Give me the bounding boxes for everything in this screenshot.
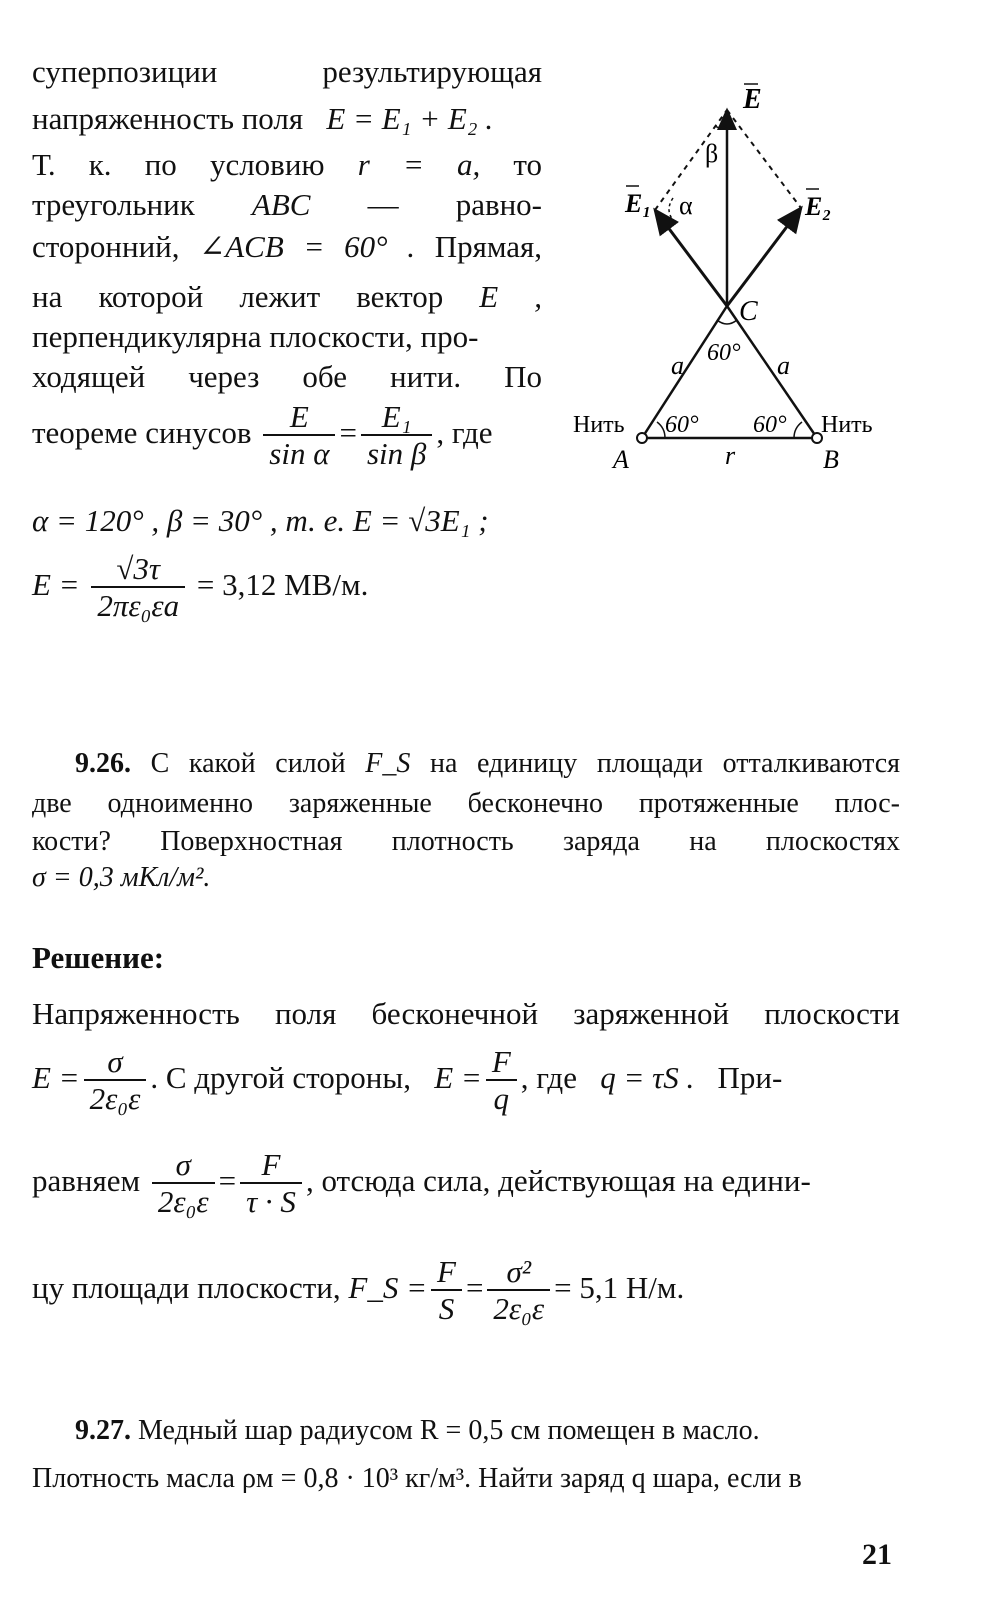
text-word: , отсюда сила, действующая на едини- bbox=[305, 1163, 811, 1199]
text-word: нити. bbox=[390, 359, 462, 394]
text-word: лежит bbox=[239, 279, 321, 314]
label-angle-b: 60° bbox=[753, 412, 787, 438]
formula-lhs: E = bbox=[32, 567, 80, 603]
label-thread-left: Нить bbox=[573, 412, 625, 438]
formula-r-eq-a: r = a, bbox=[357, 147, 481, 182]
text-word: С какой силой bbox=[150, 748, 346, 779]
text-word: по bbox=[144, 147, 177, 182]
fraction-numerator: F bbox=[261, 1147, 281, 1182]
text-word: суперпозиции bbox=[32, 54, 218, 89]
formula-result: = 3,12 МВ/м. bbox=[196, 567, 369, 603]
text-word: сторонний, bbox=[32, 229, 180, 264]
text-line-9 bbox=[32, 400, 493, 472]
label-angle-a: 60° bbox=[665, 412, 699, 438]
problem-number: 9.27. bbox=[75, 1415, 131, 1446]
vector-e2 bbox=[727, 208, 801, 306]
label-alpha: α bbox=[679, 191, 693, 220]
triangle-vector-diagram bbox=[565, 70, 895, 490]
formula-lhs: F_S = bbox=[348, 1270, 427, 1306]
fraction-sigma-2e0e bbox=[84, 1045, 147, 1117]
label-c: C bbox=[739, 296, 758, 327]
fraction-f-q bbox=[486, 1045, 517, 1117]
equals-sign: = bbox=[218, 1163, 237, 1199]
text-word: . С другой стороны, bbox=[150, 1060, 411, 1096]
formula-angle: ∠ACB = 60° . bbox=[199, 229, 415, 264]
text-word: вектор bbox=[356, 279, 444, 314]
dashed-right bbox=[727, 110, 801, 208]
text-word: напряженность поля bbox=[32, 101, 304, 136]
text-line-1 bbox=[32, 53, 542, 91]
fraction-denominator: 2ε₀ε bbox=[152, 1182, 215, 1220]
label-distance-r: r bbox=[725, 441, 736, 470]
text-word: Прямая, bbox=[434, 229, 543, 264]
fraction-denominator: 2ε₀ε bbox=[84, 1079, 147, 1117]
text-word: обе bbox=[302, 359, 348, 394]
page-number: 21 bbox=[862, 1538, 892, 1571]
formula-lhs: E = bbox=[434, 1060, 482, 1096]
formula-lhs: E = bbox=[32, 1060, 80, 1096]
solution-heading: Решение: bbox=[32, 940, 165, 975]
text-word: Медный шар радиусом R = 0,5 см помещен в масло. bbox=[138, 1415, 760, 1446]
text-word: условию bbox=[209, 147, 325, 182]
fraction-numerator: σ bbox=[175, 1147, 191, 1182]
text-word: Плотность масла ρм = 0,8 · 10³ кг/м³. Найти заряд q шара, если в bbox=[32, 1463, 802, 1494]
fraction-denominator: sin β bbox=[361, 434, 432, 472]
text-line-5 bbox=[32, 228, 542, 266]
arc-c bbox=[717, 320, 737, 324]
fraction-numerator: σ bbox=[107, 1044, 123, 1079]
text-word: Напряженность поля бесконечной заряженной плоскости bbox=[32, 996, 900, 1031]
formula-fs: F_S bbox=[365, 748, 411, 779]
problem-927-line-2 bbox=[32, 1460, 900, 1498]
label-side-a-left: a bbox=[671, 351, 684, 380]
text-word: через bbox=[188, 359, 260, 394]
text-word: Т. к. bbox=[32, 147, 112, 182]
label-thread-right: Нить bbox=[821, 412, 873, 438]
problem-926-line-2 bbox=[32, 785, 900, 823]
label-e1: E₁ bbox=[625, 189, 652, 218]
text-word: равняем bbox=[32, 1163, 141, 1199]
fraction-f-tau-s bbox=[240, 1148, 302, 1220]
text-line-11 bbox=[32, 552, 368, 624]
label-point-a: A bbox=[613, 445, 629, 474]
fraction-denominator: S bbox=[431, 1289, 462, 1327]
text-line-10 bbox=[32, 502, 489, 540]
fraction-denominator: 2ε₀ε bbox=[487, 1289, 550, 1327]
label-e: E bbox=[743, 84, 762, 115]
fraction-sigma2-2e0e bbox=[487, 1255, 550, 1327]
text-line-3 bbox=[32, 146, 542, 184]
arc-beta bbox=[715, 126, 727, 128]
fraction-sigma-2e0e bbox=[152, 1148, 215, 1220]
fraction-e-result bbox=[91, 552, 185, 624]
fraction-numerator: E₁ bbox=[381, 399, 412, 434]
arc-a bbox=[657, 422, 665, 438]
text-word: результирующая bbox=[322, 54, 542, 89]
text-word: треугольник bbox=[32, 187, 195, 222]
equals-sign: = bbox=[465, 1270, 484, 1306]
fraction-f-s bbox=[431, 1255, 462, 1327]
fraction-numerator: √3τ bbox=[116, 551, 161, 586]
formula-field-sum: E = E₁ + E₂ . bbox=[326, 101, 494, 136]
text-word: равно- bbox=[455, 187, 542, 222]
vector-e1 bbox=[655, 210, 727, 306]
fraction-denominator: sin α bbox=[263, 434, 335, 472]
formula-abc: ABC bbox=[251, 187, 311, 222]
text-word: ходящей bbox=[32, 359, 146, 394]
text-word: кости? Поверхностная плотность заряда на плоскостях bbox=[32, 826, 900, 857]
problem-926-line-4 bbox=[32, 859, 210, 897]
solution-line-3 bbox=[32, 1148, 811, 1220]
formula-q: q = τS . bbox=[600, 1060, 695, 1096]
formula-angles: α = 120° , β = 30° , т. е. E = √3E₁ ; bbox=[32, 503, 489, 538]
text-word: цу площади плоскости, bbox=[32, 1270, 341, 1306]
text-word: две одноименно заряженные бесконечно протяженные плос- bbox=[32, 788, 900, 819]
arc-alpha bbox=[669, 198, 673, 220]
label-beta: β bbox=[705, 139, 719, 168]
text-word: , где bbox=[436, 415, 493, 451]
text-word: , где bbox=[520, 1060, 577, 1096]
fraction-numerator: F bbox=[437, 1254, 456, 1289]
text-line-6 bbox=[32, 278, 542, 316]
text-word: на bbox=[32, 279, 63, 314]
formula-vector-e: E , bbox=[479, 279, 543, 314]
label-point-b: B bbox=[823, 445, 839, 474]
problem-number: 9.26. bbox=[75, 748, 131, 779]
equals-sign: = bbox=[339, 415, 357, 451]
arc-b bbox=[794, 422, 802, 438]
text-line-2 bbox=[32, 100, 493, 138]
fraction-denominator: 2πε₀εa bbox=[91, 586, 185, 624]
problem-927-line-1 bbox=[75, 1412, 900, 1450]
fraction-numerator: F bbox=[491, 1044, 511, 1079]
label-e2: E₂ bbox=[805, 192, 832, 221]
text-word: на единицу площади отталкиваются bbox=[429, 748, 901, 779]
formula-result: = 5,1 Н/м. bbox=[554, 1270, 685, 1306]
fraction-e-sin-alpha bbox=[263, 400, 335, 472]
text-word: — bbox=[367, 187, 399, 222]
solution-line-1 bbox=[32, 995, 900, 1033]
text-line-7 bbox=[32, 318, 542, 356]
text-word: При- bbox=[717, 1060, 783, 1096]
text-word: теореме синусов bbox=[32, 415, 252, 451]
fraction-numerator: σ² bbox=[506, 1254, 532, 1289]
fraction-denominator: τ · S bbox=[240, 1182, 302, 1220]
fraction-numerator: E bbox=[289, 399, 309, 434]
text-word: то bbox=[513, 147, 543, 182]
thread-a-circle bbox=[637, 433, 647, 443]
fraction-e1-sin-beta bbox=[361, 400, 432, 472]
text-word: перпендикулярна плоскости, про- bbox=[32, 319, 479, 354]
solution-line-4 bbox=[32, 1255, 684, 1327]
problem-926-line-1 bbox=[75, 745, 900, 783]
text-word: По bbox=[504, 359, 543, 394]
fraction-denominator: q bbox=[486, 1079, 517, 1117]
text-line-4 bbox=[32, 186, 542, 224]
label-angle-c: 60° bbox=[707, 340, 741, 366]
label-side-a-right: a bbox=[777, 351, 790, 380]
solution-line-2 bbox=[32, 1045, 900, 1117]
problem-926-line-3 bbox=[32, 823, 900, 861]
text-line-8 bbox=[32, 358, 542, 396]
text-word: которой bbox=[98, 279, 204, 314]
formula-sigma: σ = 0,3 мКл/м². bbox=[32, 862, 211, 893]
